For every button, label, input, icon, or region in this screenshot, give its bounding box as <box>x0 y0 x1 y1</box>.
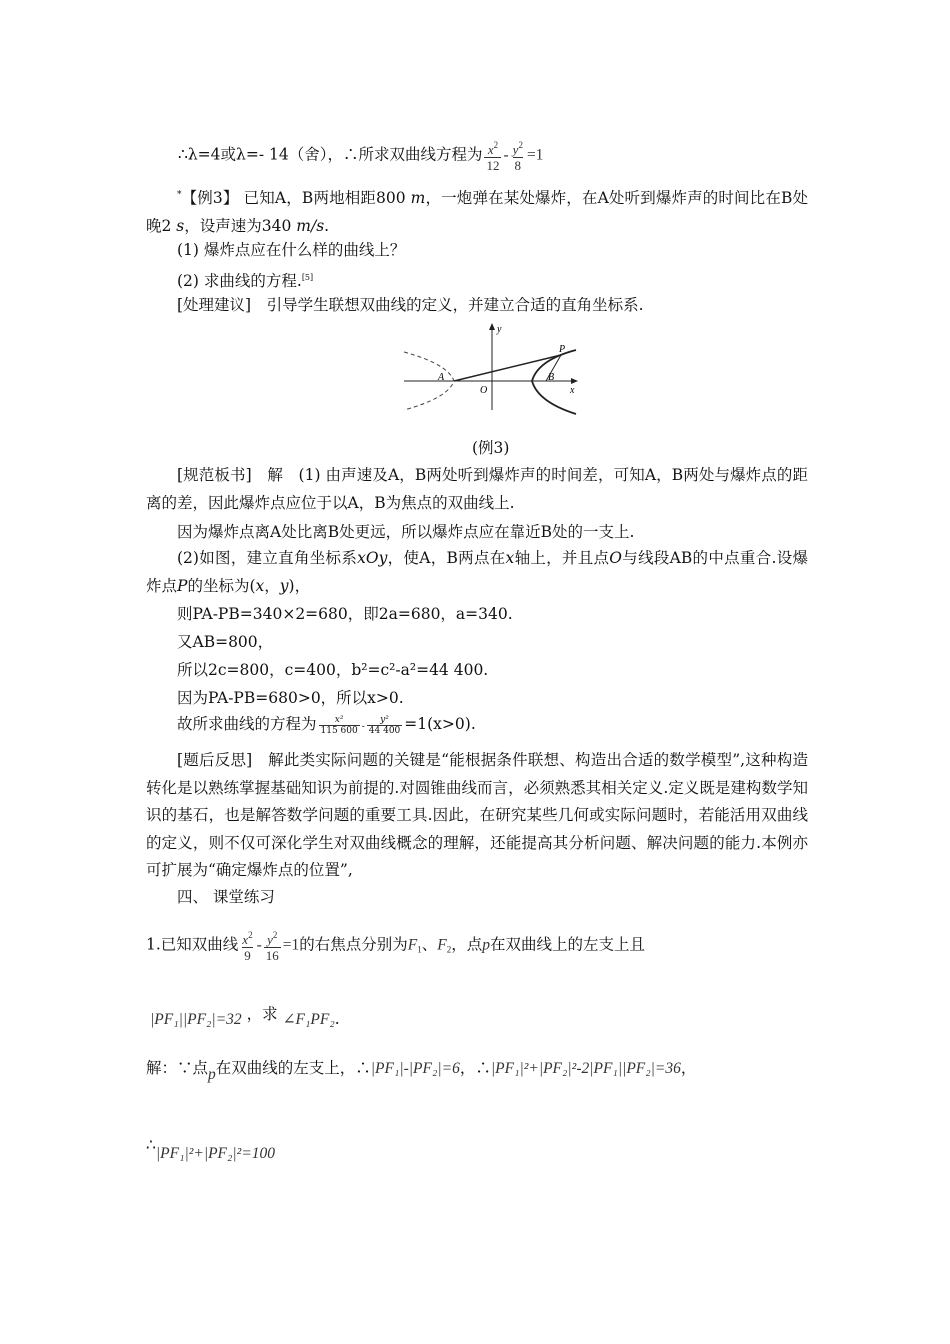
fraction-y2-44400: $\frac{\text{y²}}{44 400}$ <box>368 714 401 736</box>
label-p: P <box>559 344 566 355</box>
label-b: B <box>548 372 555 383</box>
fraction-y2-8: $\frac{y^2}{8}$ <box>512 140 523 173</box>
figure-caption: (例3) <box>472 439 510 457</box>
practice-condition: |PF₁||PF₂|=32 ，求 ∠F₁PF₂. <box>150 1005 340 1028</box>
question-1: (1) 爆炸点应在什么样的曲线上？ <box>177 241 406 259</box>
y-axis-arrow <box>489 323 495 330</box>
fraction-y2-16: $\frac{y^2}{16}$ <box>265 930 279 963</box>
practice-heading: 四、 课堂练习 <box>177 888 275 906</box>
practice-question-1: 1.已知双曲线 $\frac{x^2}{9}$ - $\frac{y^2}{16}$ =1的右焦点分别为$F_1$、$F_2$，点p在双曲线上的左支上且 <box>146 930 645 963</box>
solution-line-c: 所以2c=800，c=400，b²=c²-a²=44 400. <box>177 661 489 679</box>
label-a: A <box>438 372 445 383</box>
hyperbola-figure <box>398 320 588 416</box>
label-y: y <box>497 324 502 335</box>
solution-line-a: 则PA-PB=340×2=680，即2a=680，a=340. <box>177 605 513 623</box>
practice-solution-1: 解：∵点p在双曲线的左支上，∴|PF₁|-|PF₂|=6，∴|PF₁|²+|PF₂|²-2|PF₁||PF₂|=36， <box>146 1059 697 1083</box>
practice-solution-2: ∴|PF₁|²+|PF₂|²=100 <box>146 1136 276 1162</box>
x-axis-arrow <box>571 378 578 384</box>
processing-advice: [处理建议] 引导学生联想双曲线的定义，并建立合适的直角坐标系. <box>177 296 644 314</box>
segment-ap <box>454 355 561 381</box>
label-o: O <box>480 385 488 396</box>
question-2: (2) 求曲线的方程.[5] <box>177 272 314 290</box>
solution-part2: (2)如图，建立直角坐标系xOy，使A，B两点在x轴上，并且点O与线段AB的中点重合.设爆炸点P的坐标为(x，y)， <box>146 549 808 595</box>
fraction-x2-9: $\frac{x^2}{9}$ <box>242 930 253 963</box>
solution-part1: [规范板书] 解 (1) 由声速及A，B两处听到爆炸声的时间差，可知A，B两处与爆炸点的距离的差，因此爆炸点应位于以A，B为焦点的双曲线上. <box>146 466 808 512</box>
example-3-statement: *【例3】 已知A，B两地相距800 m，一炮弹在某处爆炸，在A处听到爆炸声的时间比在B处晚2 s，设声速为340 m/s. <box>146 189 808 235</box>
fraction-x2-12: $\frac{x^2}{12}$ <box>486 140 500 173</box>
solution-branch: 因为爆炸点离A处比离B处更远，所以爆炸点应在靠近B处的一支上. <box>177 523 635 541</box>
label-x: x <box>570 385 575 396</box>
line-lambda-equation: ∴λ=4或λ=- 14（舍），∴所求双曲线方程为 $\frac{x^2}{12}$ - $\frac{y^2}{8}$ =1 <box>178 140 544 173</box>
fraction-x2-115600: $\frac{\text{x²}}{115 600}$ <box>320 714 358 736</box>
reflection-paragraph: [题后反思] 解此类实际问题的关键是“能根据条件联想、构造出合适的数学模型”,这种构造转化是以熟练掌握基础知识为前提的.对圆锥曲线而言，必须熟悉其相关定义.定义既是建构数学知识的基石，也是解答数学问题的重要工具.因此，在研究某些几何或实际问题时，若能活用双曲线的定义，则不仅可深化学生对双曲线概念的理解，还能提高其分析问题、解决问题的能力.本例亦可扩展为“确定爆炸点的位置”, <box>146 751 808 879</box>
solution-line-x: 因为PA-PB=680>0，所以x>0. <box>177 689 404 707</box>
solution-final-equation: 故所求曲线的方程为 $\frac{\text{x²}}{115 600}$ - $\frac{\text{y²}}{44 400}$ =1(x>0). <box>177 714 476 736</box>
solution-line-ab: 又AB=800， <box>177 633 274 651</box>
